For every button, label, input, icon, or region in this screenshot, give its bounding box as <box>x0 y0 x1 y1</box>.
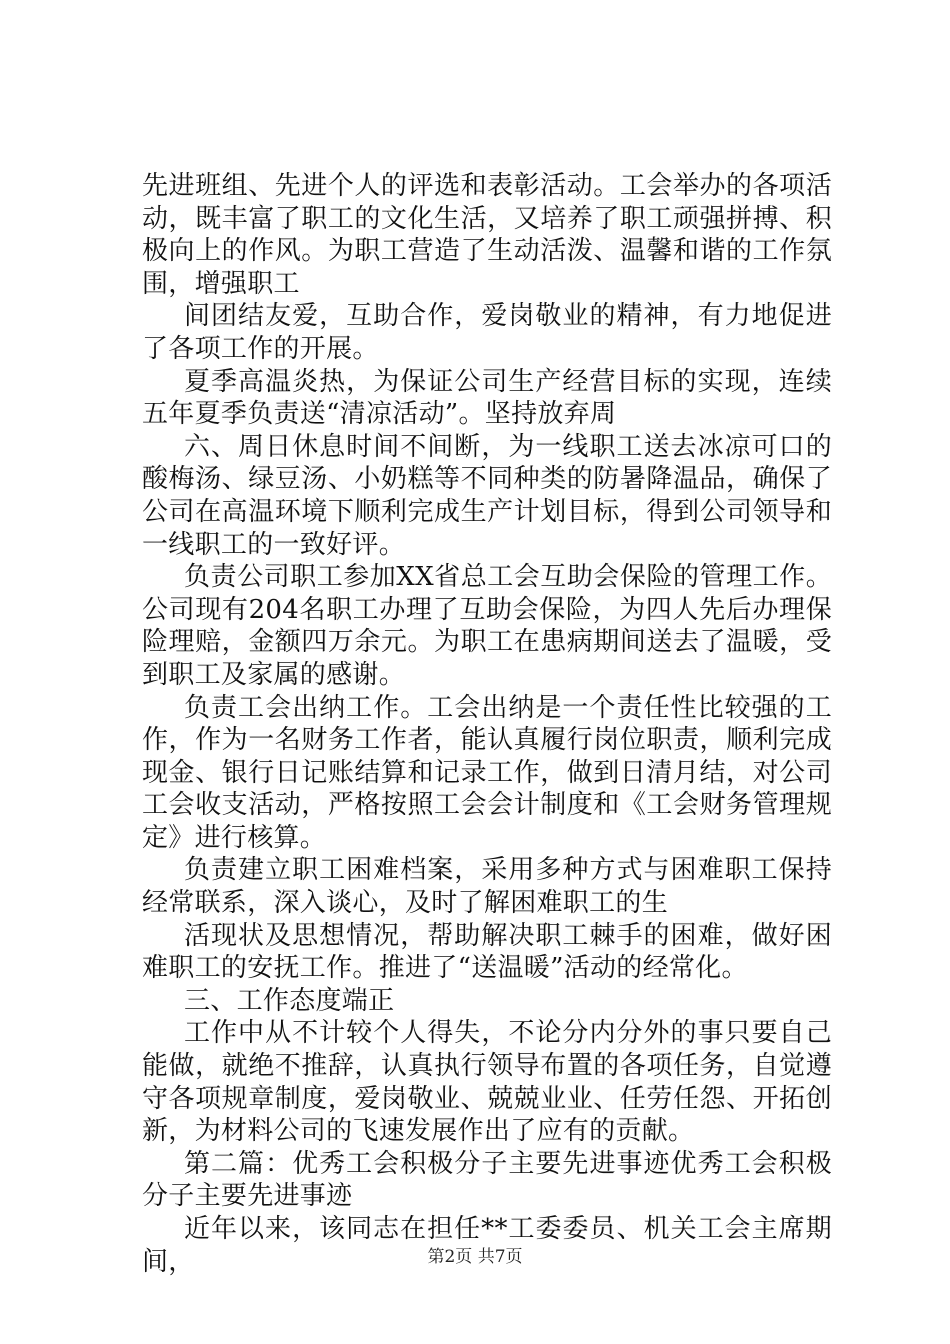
paragraph: 负责公司职工参加XX省总工会互助会保险的管理工作。公司现有204名职工办理了互助会保险，为四人先后办理保险理赔，金额四万余元。为职工在患病期间送去了温暖，受到职工及家属的感谢。 <box>142 562 832 690</box>
paragraph: 活现状及思想情况，帮助解决职工棘手的困难，做好困难职工的安抚工作。推进了“送温暖”活动的经常化。 <box>142 920 832 984</box>
document-body <box>142 170 832 1278</box>
paragraph: 工作中从不计较个人得失，不论分内分外的事只要自己能做，就绝不推辞，认真执行领导布置的各项任务，自觉遵守各项规章制度，爱岗敬业、兢兢业业、任劳任怨、开拓创新，为材料公司的飞速发展作出了应有的贡献。 <box>142 1018 832 1147</box>
paragraph: 间团结友爱，互助合作，爱岗敬业的精神，有力地促进了各项工作的开展。 <box>142 301 832 364</box>
paragraph: 夏季高温炎热，为保证公司生产经营目标的实现，连续五年夏季负责送“清凉活动”。坚持放弃周 <box>142 366 832 430</box>
paragraph: 负责工会出纳工作。工会出纳是一个责任性比较强的工作，作为一名财务工作者，能认真履行岗位职责，顺利完成现金、银行日记账结算和记录工作，做到日清月结，对公司工会收支活动，严格按照工会会计制度和《工会财务管理规定》进行核算。 <box>142 692 832 853</box>
page-footer: 第2页 共7页 <box>427 1247 523 1267</box>
paragraph: 六、周日休息时间不间断，为一线职工送去冰凉可口的酸梅汤、绿豆汤、小奶糕等不同种类的防暑降温品，确保了公司在高温环境下顺利完成生产计划目标，得到公司领导和一线职工的一致好评。 <box>142 431 832 560</box>
section-heading: 三、工作态度端正 <box>184 985 395 1016</box>
paragraph: 负责建立职工困难档案，采用多种方式与困难职工保持经常联系，深入谈心，及时了解困难职工的生 <box>142 855 832 919</box>
chapter-heading: 第二篇：优秀工会积极分子主要先进事迹优秀工会积极分子主要先进事迹 <box>142 1148 832 1212</box>
paragraph: 先进班组、先进个人的评选和表彰活动。工会举办的各项活动，既丰富了职工的文化生活，又培养了职工顽强拼搏、积极向上的作风。为职工营造了生动活泼、温馨和谐的工作氛围，增强职工 <box>142 171 832 299</box>
paragraph: 近年以来，该同志在担任**工委委员、机关工会主席期间， <box>142 1214 832 1277</box>
